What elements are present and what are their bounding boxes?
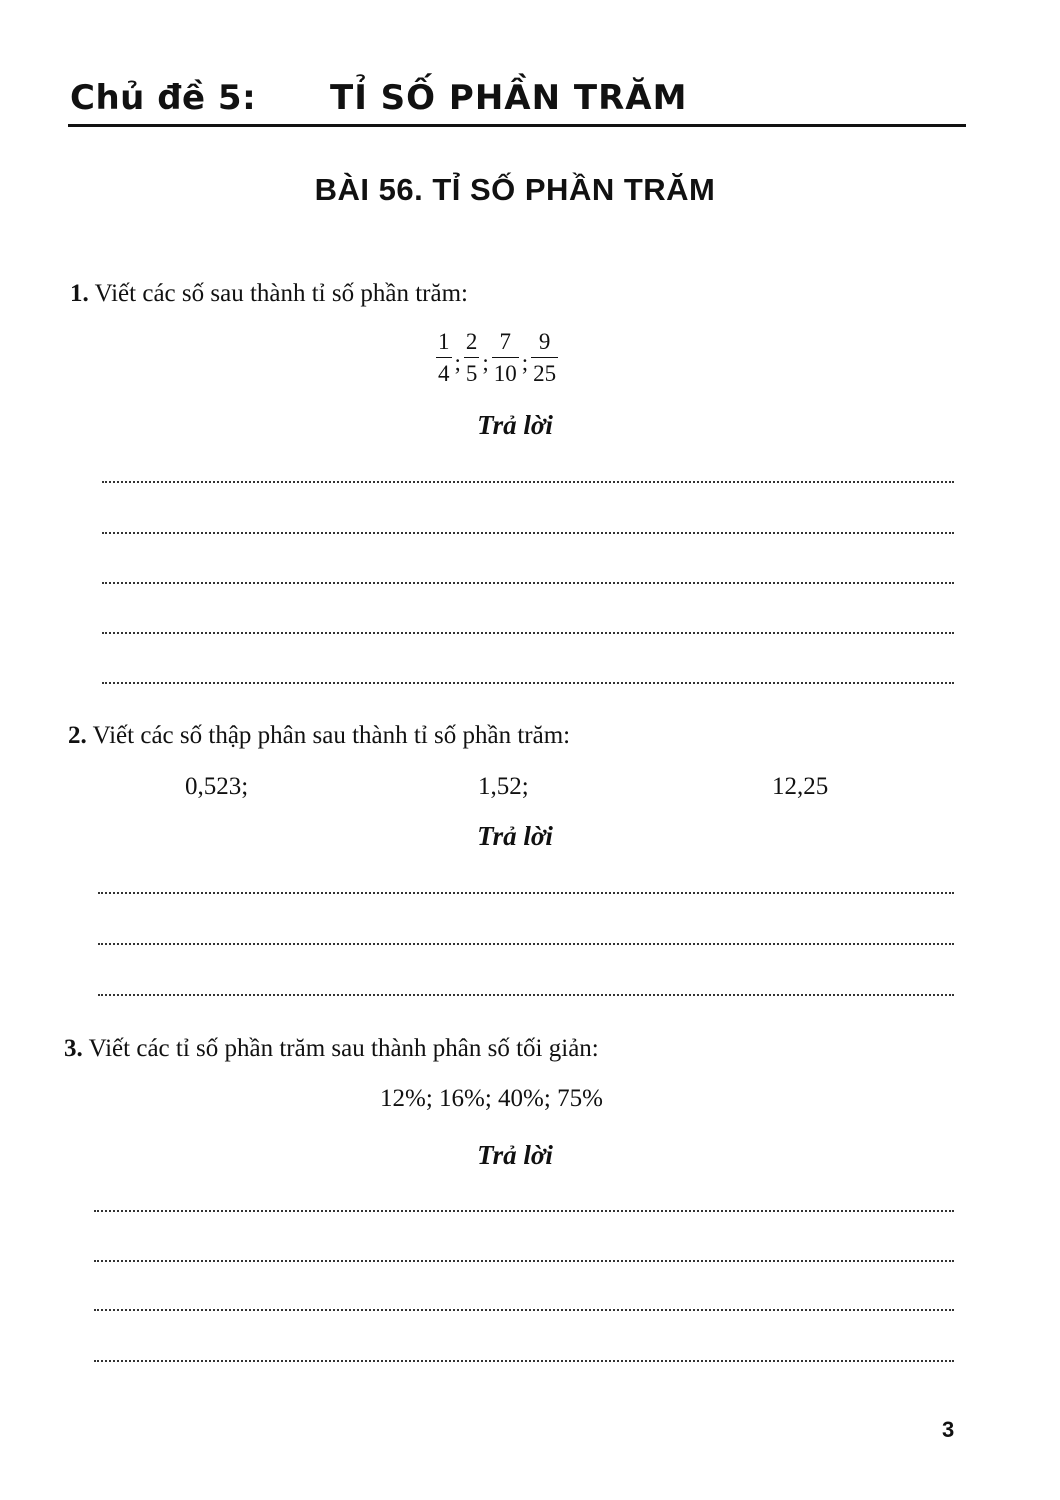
answer-line[interactable] <box>102 632 954 634</box>
chapter-title: TỈ SỐ PHẦN TRĂM <box>330 78 688 118</box>
decimal-value: 1,52; <box>478 773 529 800</box>
answer-line[interactable] <box>102 582 954 584</box>
lesson-title: BÀI 56. TỈ SỐ PHẦN TRĂM <box>314 172 716 207</box>
fraction-separator: ; <box>454 349 461 375</box>
answer-label-1: Trả lời <box>477 410 553 440</box>
question-1 <box>70 280 468 308</box>
question-3-number: 3. <box>64 1035 83 1062</box>
question-1-text: Viết các số sau thành tỉ số phần trăm: <box>94 280 468 307</box>
header-divider <box>68 124 966 127</box>
decimal-value: 0,523; <box>185 773 249 800</box>
answer-line[interactable] <box>102 682 954 684</box>
fraction: $\frac{2}{5}$ <box>465 329 478 386</box>
answer-line[interactable] <box>98 994 954 996</box>
question-2 <box>68 722 570 750</box>
question-2-number: 2. <box>68 722 87 749</box>
answer-label-2: Trả lời <box>477 821 553 851</box>
question-3 <box>64 1035 599 1063</box>
fraction: $\frac{9}{25}$ <box>533 329 557 386</box>
answer-line[interactable] <box>94 1360 954 1362</box>
answer-line[interactable] <box>94 1210 954 1212</box>
answer-line[interactable] <box>102 532 954 534</box>
chapter-label: Chủ đề 5: <box>70 78 257 118</box>
percent-values: 12%; 16%; 40%; 75% <box>380 1085 603 1112</box>
answer-label-3: Trả lời <box>477 1140 553 1170</box>
decimal-value: 12,25 <box>772 773 829 800</box>
fraction-separator: ; <box>521 349 529 375</box>
fraction: $\frac{1}{4}$ <box>438 329 450 386</box>
answer-line[interactable] <box>102 481 954 483</box>
page-number: 3 <box>942 1417 955 1442</box>
fraction-separator: ; <box>482 349 489 375</box>
answer-line[interactable] <box>98 943 954 945</box>
answer-line[interactable] <box>94 1309 954 1311</box>
question-3-text: Viết các tỉ số phần trăm sau thành phân số tối giản: <box>88 1035 599 1062</box>
answer-line[interactable] <box>98 892 954 894</box>
question-2-text: Viết các số thập phân sau thành tỉ số phần trăm: <box>92 722 571 749</box>
question-1-fractions <box>436 330 558 385</box>
fraction: $\frac{7}{10}$ <box>493 329 517 386</box>
question-1-number: 1. <box>70 280 89 307</box>
answer-line[interactable] <box>94 1260 954 1262</box>
